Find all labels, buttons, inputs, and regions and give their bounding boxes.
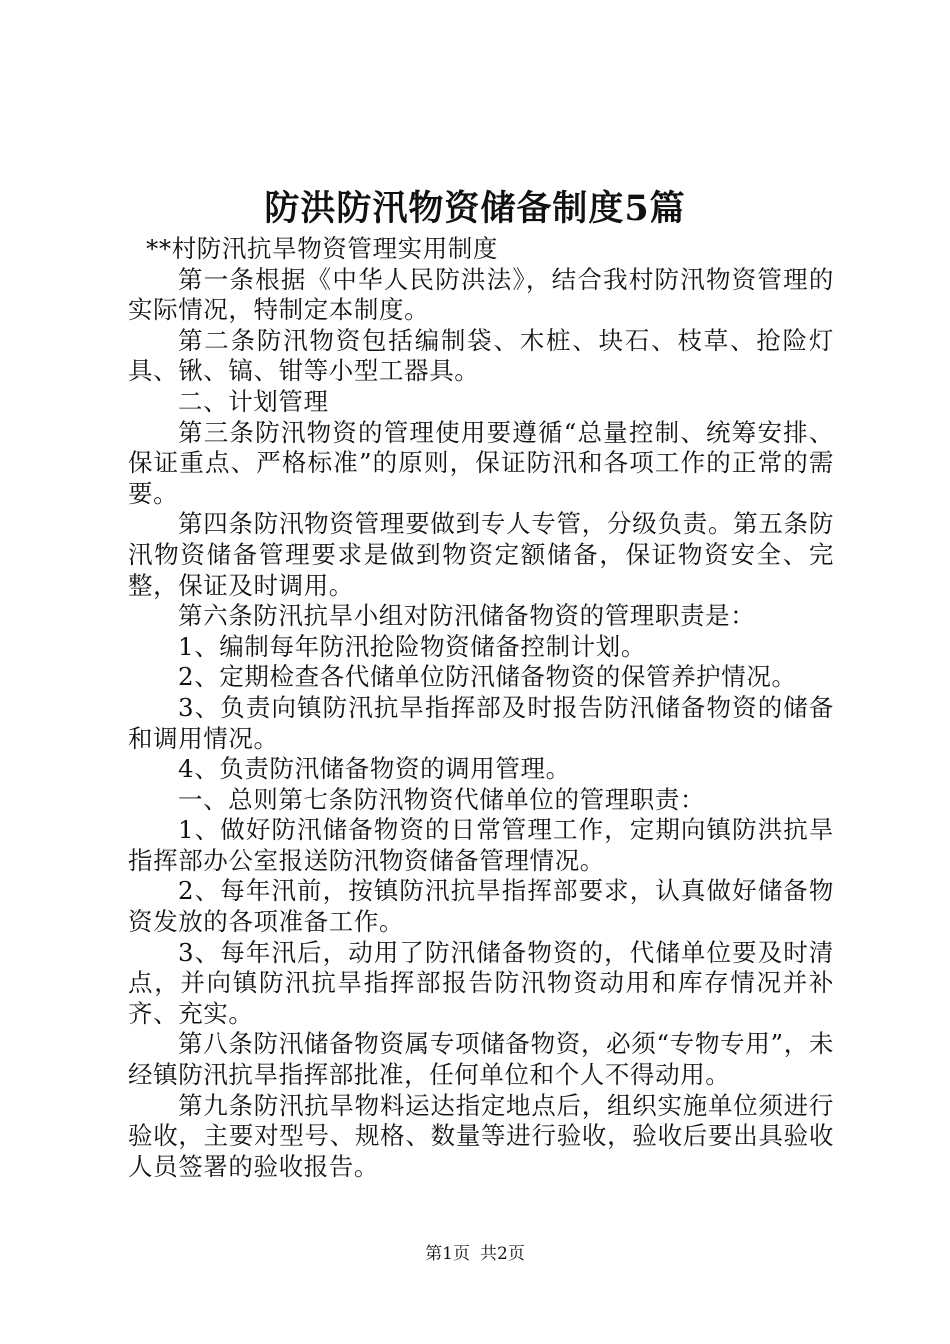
list-item: 3、每年汛后，动用了防汛储备物资的，代储单位要及时清点，并向镇防汛抗旱指挥部报告防汛物资动用和库存情况并补齐、充实。 bbox=[128, 937, 834, 1028]
document-title: 防洪防汛物资储备制度5篇 bbox=[264, 188, 686, 229]
paragraph: 一、总则第七条防汛物资代储单位的管理职责： bbox=[178, 784, 706, 814]
document-body bbox=[128, 234, 834, 1182]
page-footer bbox=[0, 1242, 950, 1266]
section-heading: **村防汛抗旱物资管理实用制度 bbox=[146, 234, 498, 263]
page-total: 共2页 bbox=[480, 1244, 525, 1264]
paragraph: 第六条防汛抗旱小组对防汛储备物资的管理职责是： bbox=[178, 601, 756, 631]
paragraph: 第四条防汛物资管理要做到专人专管，分级负责。第五条防汛物资储备管理要求是做到物资定额储备，保证物资安全、完整，保证及时调用。 bbox=[128, 509, 834, 600]
paragraph: 第三条防汛物资的管理使用要遵循“总量控制、统筹安排、保证重点、严格标准”的原则，保证防汛和各项工作的正常的需要。 bbox=[128, 417, 834, 508]
page-number: 第1页 bbox=[425, 1244, 470, 1264]
paragraph: 第一条根据《中华人民防洪法》，结合我村防汛物资管理的实际情况，特制定本制度。 bbox=[128, 264, 834, 325]
list-item: 2、每年汛前，按镇防汛抗旱指挥部要求，认真做好储备物资发放的各项准备工作。 bbox=[128, 876, 834, 937]
list-item: 3、负责向镇防汛抗旱指挥部及时报告防汛储备物资的储备和调用情况。 bbox=[128, 692, 834, 753]
list-item: 4、负责防汛储备物资的调用管理。 bbox=[178, 754, 571, 784]
paragraph: 第八条防汛储备物资属专项储备物资，必须“专物专用”，未经镇防汛抗旱指挥部批准，任何单位和个人不得动用。 bbox=[128, 1029, 834, 1090]
list-item: 1、做好防汛储备物资的日常管理工作，定期向镇防洪抗旱指挥部办公室报送防汛物资储备管理情况。 bbox=[128, 815, 834, 875]
paragraph: 第二条防汛物资包括编制袋、木桩、块石、枝草、抢险灯具、锹、镐、钳等小型工器具。 bbox=[128, 325, 834, 386]
list-item: 2、定期检查各代储单位防汛储备物资的保管养护情况。 bbox=[178, 662, 797, 692]
paragraph: 第九条防汛抗旱物料运达指定地点后，组织实施单位须进行验收，主要对型号、规格、数量等进行验收，验收后要出具验收人员签署的验收报告。 bbox=[128, 1090, 834, 1181]
section-heading: 二、计划管理 bbox=[178, 386, 329, 416]
list-item: 1、编制每年防汛抢险物资储备控制计划。 bbox=[178, 631, 646, 661]
